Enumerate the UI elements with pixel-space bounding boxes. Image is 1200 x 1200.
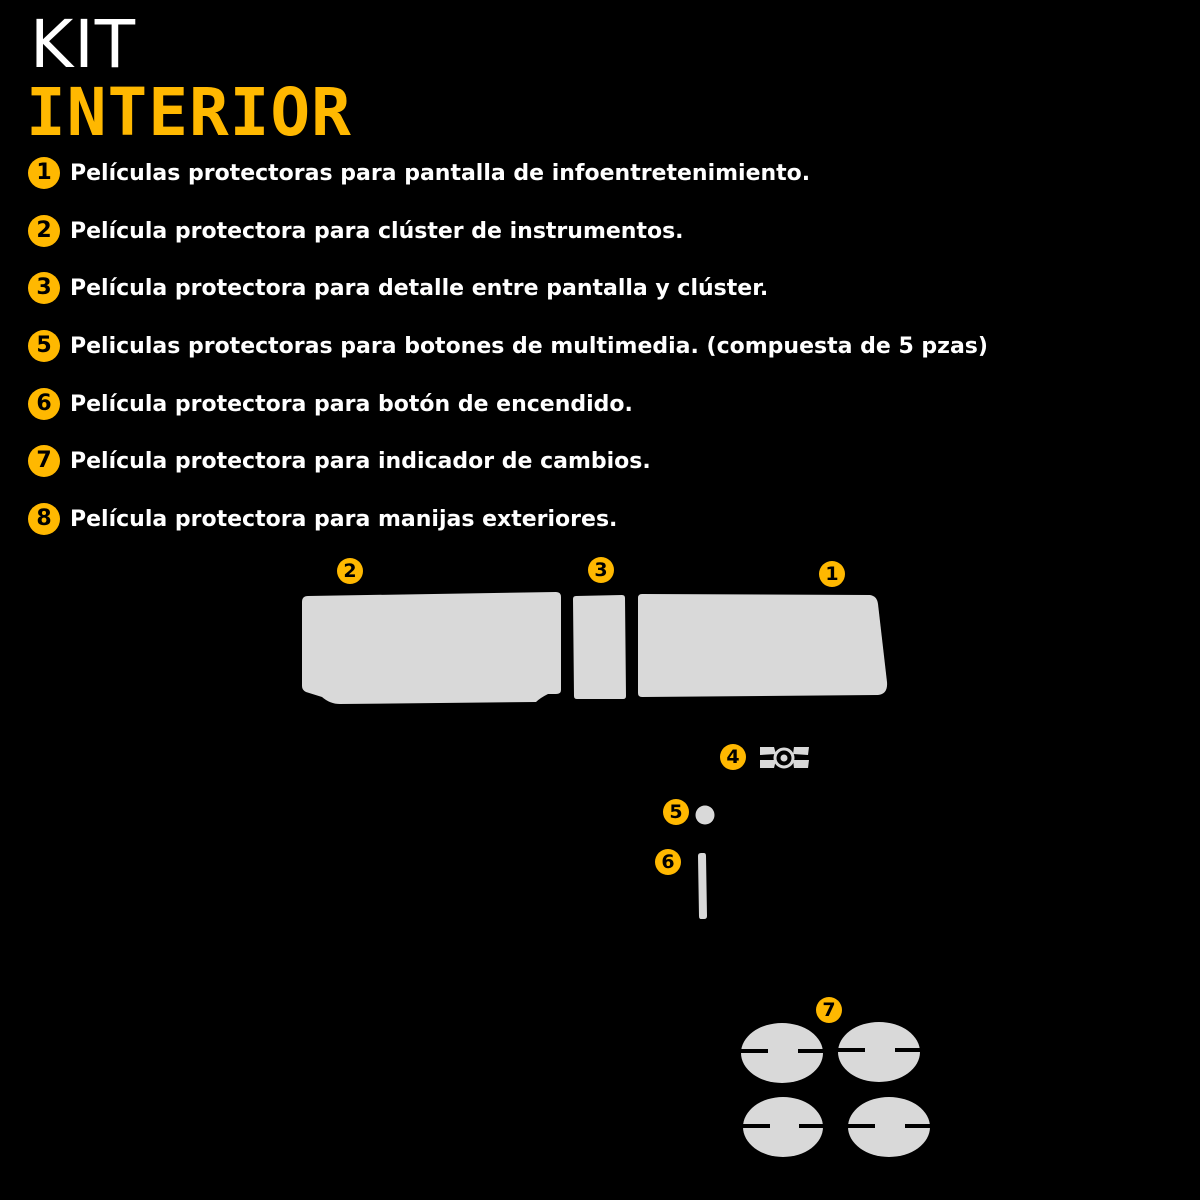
marker-start-button: 5 <box>663 799 689 825</box>
title-kit: KIT <box>30 6 137 83</box>
list-item-text: Peliculas protectoras para botones de multimedia. (compuesta de 5 pzas) <box>70 333 988 359</box>
start-button-film <box>696 806 715 825</box>
handle-film <box>738 1023 828 1083</box>
list-item-text: Película protectora para clúster de instrumentos. <box>70 218 684 244</box>
detail-film <box>573 595 626 699</box>
list-item-text: Películas protectoras para pantalla de infoentretenimiento. <box>70 160 811 186</box>
list-item-text: Película protectora para manijas exteriores. <box>70 506 618 532</box>
list-item-text: Película protectora para detalle entre pantalla y clúster. <box>70 275 769 301</box>
gear-indicator-film <box>698 853 707 919</box>
multimedia-buttons-film <box>760 747 809 768</box>
number-badge: 7 <box>28 445 60 477</box>
handle-film <box>740 1097 829 1157</box>
handle-film <box>845 1097 935 1157</box>
marker-cluster: 2 <box>337 558 363 584</box>
marker-detail: 3 <box>588 557 614 583</box>
number-badge: 8 <box>28 503 60 535</box>
marker-handles: 7 <box>816 997 842 1023</box>
number-badge: 3 <box>28 272 60 304</box>
list-item-text: Película protectora para botón de encendido. <box>70 391 633 417</box>
title-interior: INTERIOR <box>26 74 352 151</box>
marker-gear-indicator: 6 <box>655 849 681 875</box>
screen-film <box>638 594 887 697</box>
handle-film <box>835 1022 925 1082</box>
list-item-text: Película protectora para indicador de cambios. <box>70 448 651 474</box>
number-badge: 2 <box>28 215 60 247</box>
number-badge: 6 <box>28 388 60 420</box>
number-badge: 1 <box>28 157 60 189</box>
number-badge: 5 <box>28 330 60 362</box>
marker-screen: 1 <box>819 561 845 587</box>
marker-multimedia: 4 <box>720 744 746 770</box>
cluster-film <box>302 592 561 704</box>
